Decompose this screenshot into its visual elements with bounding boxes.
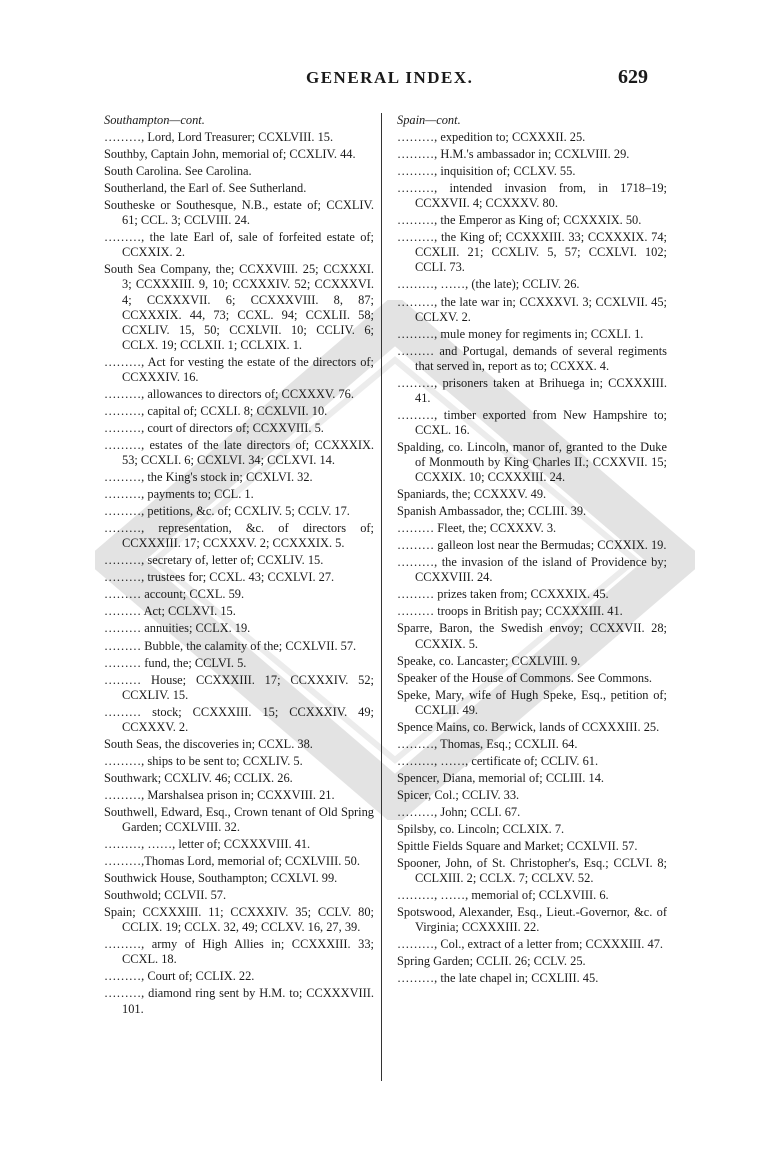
index-entry: Spain; CCXXXIII. 11; CCXXXIV. 35; CCLV. 80; CCLIX. 19; CCLX. 32, 49; CCLXV. 16, 27, 39. xyxy=(104,905,374,935)
index-entry: Southwark; CCXLIV. 46; CCLIX. 26. xyxy=(104,770,293,785)
index-entry: ………, timber exported from New Hampshire to; CCXL. 16. xyxy=(397,407,667,437)
index-entry: Spicer, Col.; CCLIV. 33. xyxy=(397,787,520,802)
continuation-heading: Spain—cont. xyxy=(397,113,461,127)
index-entry: Spence Mains, co. Berwick, lands of CCXXXIII. 25. xyxy=(397,719,660,734)
index-entry: ………, ……, certificate of; CCLIV. 61. xyxy=(397,753,599,768)
index-entry: ……… Fleet, the; CCXXXV. 3. xyxy=(397,521,557,536)
index-entry: ……… account; CCXL. 59. xyxy=(104,587,245,602)
index-entry: ………, the late Earl of, sale of forfeited estate of; CCXXIX. 2. xyxy=(104,230,374,260)
continuation-heading: Southampton—cont. xyxy=(104,113,205,127)
index-entry: ………, payments to; CCL. 1. xyxy=(104,487,254,502)
index-entry: Southwell, Edward, Esq., Crown tenant of Old Spring Garden; CCXLVIII. 32. xyxy=(104,804,374,835)
index-entry: Speaker of the House of Commons. See Commons. xyxy=(397,670,653,685)
index-entry: ………, the King of; CCXXXIII. 33; CCXXXIX. 74; CCXLII. 21; CCXLIV. 5, 57; CCXLVI. 102; CCLI. 73. xyxy=(397,230,667,275)
index-entry: ………, secretary of, letter of; CCXLIV. 15. xyxy=(104,553,324,568)
index-entry: ………, Col., extract of a letter from; CCXXXIII. 47. xyxy=(397,937,663,952)
index-entry: Speake, co. Lancaster; CCXLVIII. 9. xyxy=(397,653,581,668)
index-entry: ……… prizes taken from; CCXXXIX. 45. xyxy=(397,587,609,602)
index-entry: ………, allowances to directors of; CCXXXV. 76. xyxy=(104,386,354,401)
page-number: 629 xyxy=(618,66,648,88)
index-entry: ………, diamond ring sent by H.M. to; CCXXXVIII. 101. xyxy=(104,986,374,1016)
index-entry: ………, H.M.'s ambassador in; CCXLVIII. 29. xyxy=(397,147,630,162)
index-entry: ………,Thomas Lord, memorial of; CCXLVIII. 50. xyxy=(104,854,360,869)
index-entry: ………, court of directors of; CCXXVIII. 5. xyxy=(104,420,324,435)
page-title: GENERAL INDEX. xyxy=(306,68,474,87)
index-entry: ………, the King's stock in; CCXLVI. 32. xyxy=(104,470,313,485)
index-entry: ………, Court of; CCLIX. 22. xyxy=(104,969,255,984)
index-entry: ……… Bubble, the calamity of the; CCXLVII. 57. xyxy=(104,638,357,653)
index-entry: ……… galleon lost near the Bermudas; CCXXIX. 19. xyxy=(397,538,667,553)
index-entry: ………, Lord, Lord Treasurer; CCXLVIII. 15. xyxy=(104,130,334,145)
index-entry: ……… fund, the; CCLVI. 5. xyxy=(104,655,247,670)
index-entry: ……… and Portugal, demands of several regiments that served in, report as to; CCXXX. 4. xyxy=(397,343,667,373)
index-entry: ………, Act for vesting the estate of the directors of; CCXXXIV. 16. xyxy=(104,354,374,384)
index-entry: ……… stock; CCXXXIII. 15; CCXXXIV. 49; CCXXXV. 2. xyxy=(104,704,374,734)
index-entry: ………, the invasion of the island of Providence by; CCXXVIII. 24. xyxy=(397,555,667,585)
index-entry: ………, John; CCLI. 67. xyxy=(397,804,521,819)
index-entry: ………, the late war in; CCXXXVI. 3; CCXLVII. 45; CCLXV. 2. xyxy=(397,294,667,324)
index-entry: Spaniards, the; CCXXXV. 49. xyxy=(397,487,547,502)
index-entry: ………, army of High Allies in; CCXXXIII. 33; CCXL. 18. xyxy=(104,937,374,967)
index-entry: ……… Act; CCLXVI. 15. xyxy=(104,604,236,619)
index-entry: Spilsby, co. Lincoln; CCLXIX. 7. xyxy=(397,822,565,837)
index-entry: Speke, Mary, wife of Hugh Speke, Esq., petition of; CCXLII. 49. xyxy=(397,687,667,717)
index-entry: South Seas, the discoveries in; CCXL. 38. xyxy=(104,736,313,751)
index-entry: ………, ships to be sent to; CCXLIV. 5. xyxy=(104,753,303,768)
left-column xyxy=(104,113,374,1019)
index-entry: ………, the late chapel in; CCXLIII. 45. xyxy=(397,971,599,986)
index-entry: ……… troops in British pay; CCXXXIII. 41. xyxy=(397,604,623,619)
index-entry: ………, Thomas, Esq.; CCXLII. 64. xyxy=(397,736,578,751)
index-entry: Spooner, John, of St. Christopher's, Esq.; CCLVI. 8; CCLXIII. 2; CCLX. 7; CCLXV. 52. xyxy=(397,856,667,886)
index-entry: Spotswood, Alexander, Esq., Lieut.-Governor, &c. of Virginia; CCXXXIII. 22. xyxy=(397,905,667,935)
index-entry: Spalding, co. Lincoln, manor of, granted to the Duke of Monmouth by King Charles II.; CCXXVII. 15; CCXXIX. 10; CCXXXIII. 24. xyxy=(397,439,667,485)
index-entry: ………, trustees for; CCXL. 43; CCXLVI. 27. xyxy=(104,570,335,585)
page-header xyxy=(0,60,768,100)
index-entry: ………, inquisition of; CCLXV. 55. xyxy=(397,164,576,179)
index-entry: ……… House; CCXXXIII. 17; CCXXXIV. 52; CCXLIV. 15. xyxy=(104,672,374,702)
index-entry: Southwick House, Southampton; CCXLVI. 99. xyxy=(104,871,338,886)
right-column xyxy=(397,113,667,988)
index-entry: ………, prisoners taken at Brihuega in; CCXXXIII. 41. xyxy=(397,375,667,405)
index-entry: Spring Garden; CCLII. 26; CCLV. 25. xyxy=(397,954,586,969)
index-entry: ………, capital of; CCXLI. 8; CCXLVII. 10. xyxy=(104,403,328,418)
index-entry: Southerland, the Earl of. See Sutherland. xyxy=(104,181,307,196)
index-entry: ………, Marshalsea prison in; CCXXVIII. 21. xyxy=(104,787,335,802)
index-entry: Sparre, Baron, the Swedish envoy; CCXXVII. 28; CCXXIX. 5. xyxy=(397,621,667,651)
index-entry: ………, ……, memorial of; CCLXVIII. 6. xyxy=(397,888,609,903)
index-entry: Southwold; CCLVII. 57. xyxy=(104,888,227,903)
index-entry: ………, the Emperor as King of; CCXXXIX. 50. xyxy=(397,213,642,228)
index-entry: ………, representation, &c. of directors of; CCXXXIII. 17; CCXXXV. 2; CCXXXIX. 5. xyxy=(104,521,374,551)
index-entry: ………, intended invasion from, in 1718–19; CCXXVII. 4; CCXXXV. 80. xyxy=(397,181,667,211)
index-entry: ………, expedition to; CCXXXII. 25. xyxy=(397,130,586,145)
index-entry: ………, petitions, &c. of; CCXLIV. 5; CCLV. 17. xyxy=(104,504,350,519)
index-entry: Southby, Captain John, memorial of; CCXLIV. 44. xyxy=(104,147,356,162)
index-entry: Southeske or Southesque, N.B., estate of; CCXLIV. 61; CCL. 3; CCLVIII. 24. xyxy=(104,198,374,228)
index-entry: ………, estates of the late directors of; CCXXXIX. 53; CCXLI. 6; CCXLVI. 34; CCLXVI. 14. xyxy=(104,437,374,467)
column-divider xyxy=(381,113,382,1081)
index-entry: South Sea Company, the; CCXXVIII. 25; CCXXXI. 3; CCXXXIII. 9, 10; CCXXXIV. 52; CCXXXVI. 4; CCXXXVII. 6; CCXXXVIII. 8, 87; CCXXXIX. 44, 73; CCXL. 94; CCXLII. 58; CCXLIV. 15, 50; CCXLVII. 10; CCLIV. 6; CCLX. 19; CCLXII. 1; CCLXIX. 1. xyxy=(104,262,374,352)
index-entry: ……… annuities; CCLX. 19. xyxy=(104,621,251,636)
index-entry: ………, ……, letter of; CCXXXVIII. 41. xyxy=(104,837,311,852)
index-entry: ………, mule money for regiments in; CCXLI. 1. xyxy=(397,326,644,341)
index-entry: South Carolina. See Carolina. xyxy=(104,164,252,179)
index-entry: Spittle Fields Square and Market; CCXLVII. 57. xyxy=(397,839,638,854)
index-entry: Spanish Ambassador, the; CCLIII. 39. xyxy=(397,504,587,519)
index-entry: Spencer, Diana, memorial of; CCLIII. 14. xyxy=(397,770,604,785)
index-entry: ………, ……, (the late); CCLIV. 26. xyxy=(397,277,580,292)
